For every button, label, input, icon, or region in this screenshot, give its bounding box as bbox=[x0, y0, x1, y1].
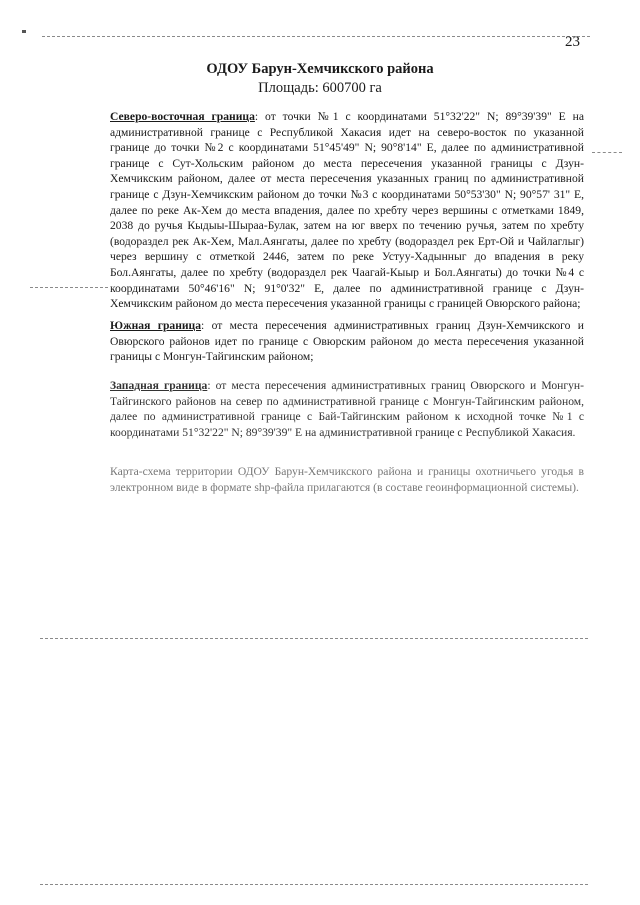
section-text: : от места пересечения административных границ Дзун-Хемчикского и Овюрского районов идет по границе с Овюрским районом до места пересечения указанной границы с Монгун-Тайгинским районом; bbox=[110, 319, 584, 364]
section-heading: Западная граница bbox=[110, 379, 208, 392]
section-northeast-border bbox=[110, 109, 584, 312]
scan-line-side bbox=[592, 152, 622, 153]
scan-line-bottom bbox=[40, 884, 588, 885]
document-title: ОДОУ Барун-Хемчикского района bbox=[206, 61, 434, 77]
scan-mark bbox=[22, 30, 26, 33]
scan-line-left bbox=[30, 287, 108, 288]
section-west-border bbox=[110, 378, 584, 440]
section-south-border bbox=[110, 318, 584, 365]
section-heading: Южная граница bbox=[110, 319, 202, 332]
document-area: Площадь: 600700 га bbox=[258, 80, 382, 96]
page-number: 23 bbox=[565, 34, 580, 50]
section-heading: Северо-восточная граница bbox=[110, 110, 255, 123]
section-text: : от места пересечения административных границ Овюрского и Монгун-Тайгинского районов на север по административной границе с Монгун-Тайгинским районом, далее по административной границе с Бай-Тайгинским районом к исходной точке №1 с координатами 51°32'22" N; 89°39'39" E на административной границе с Республикой Хакасия. bbox=[110, 379, 584, 439]
scan-line-top bbox=[42, 36, 590, 37]
map-note: Карта-схема территории ОДОУ Барун-Хемчикского района и границы охотничьего угодья в электронном виде в формате shp-файла прилагаются (в составе геоинформационной системы). bbox=[110, 465, 584, 494]
section-text: : от точки №1 с координатами 51°32'22" N; 89°39'39" E на административной границе с Республикой Хакасия идет на северо-восток по указанной границе до точки №2 с координатами 51°45'49" N; 90°8'14" E, далее по административной границе с Сут-Хольским районом до места пересечения указанной границы с Дзун-Хемчикским районом, далее от места пересечения указанных границ по административной границе с Дзун-Хемчикским районом до точки №3 с координатами 50°53'30" N; 90°57' 31" E, далее по реке Ак-Хем до места впадения, далее по хребту через вершины с отметками 1849, 2038 до ручья Кыдыы-Шыраа-Булак, затем на юг вверх по течению ручья, затем по хребту (водораздел рек Ак-Хем, Мал.Аянгаты, далее по хребту (водораздел рек Ерт-Ой и Чайлаглыг) через вершину с отметкой 2446, затем по реке Устуу-Хадынныг до впадения в реку Бол.Аянгаты, далее по хребту (водораздел рек Чаагай-Кыыр и Бол.Аянгаты) до точки №4 с координатами 50°46'16" N; 91°0'32" E, далее по административной границе с Дзун-Хемчикским районом до места пересечения указанной границы с границей Овюрского района; bbox=[110, 110, 584, 311]
scan-line-lower bbox=[40, 638, 588, 639]
